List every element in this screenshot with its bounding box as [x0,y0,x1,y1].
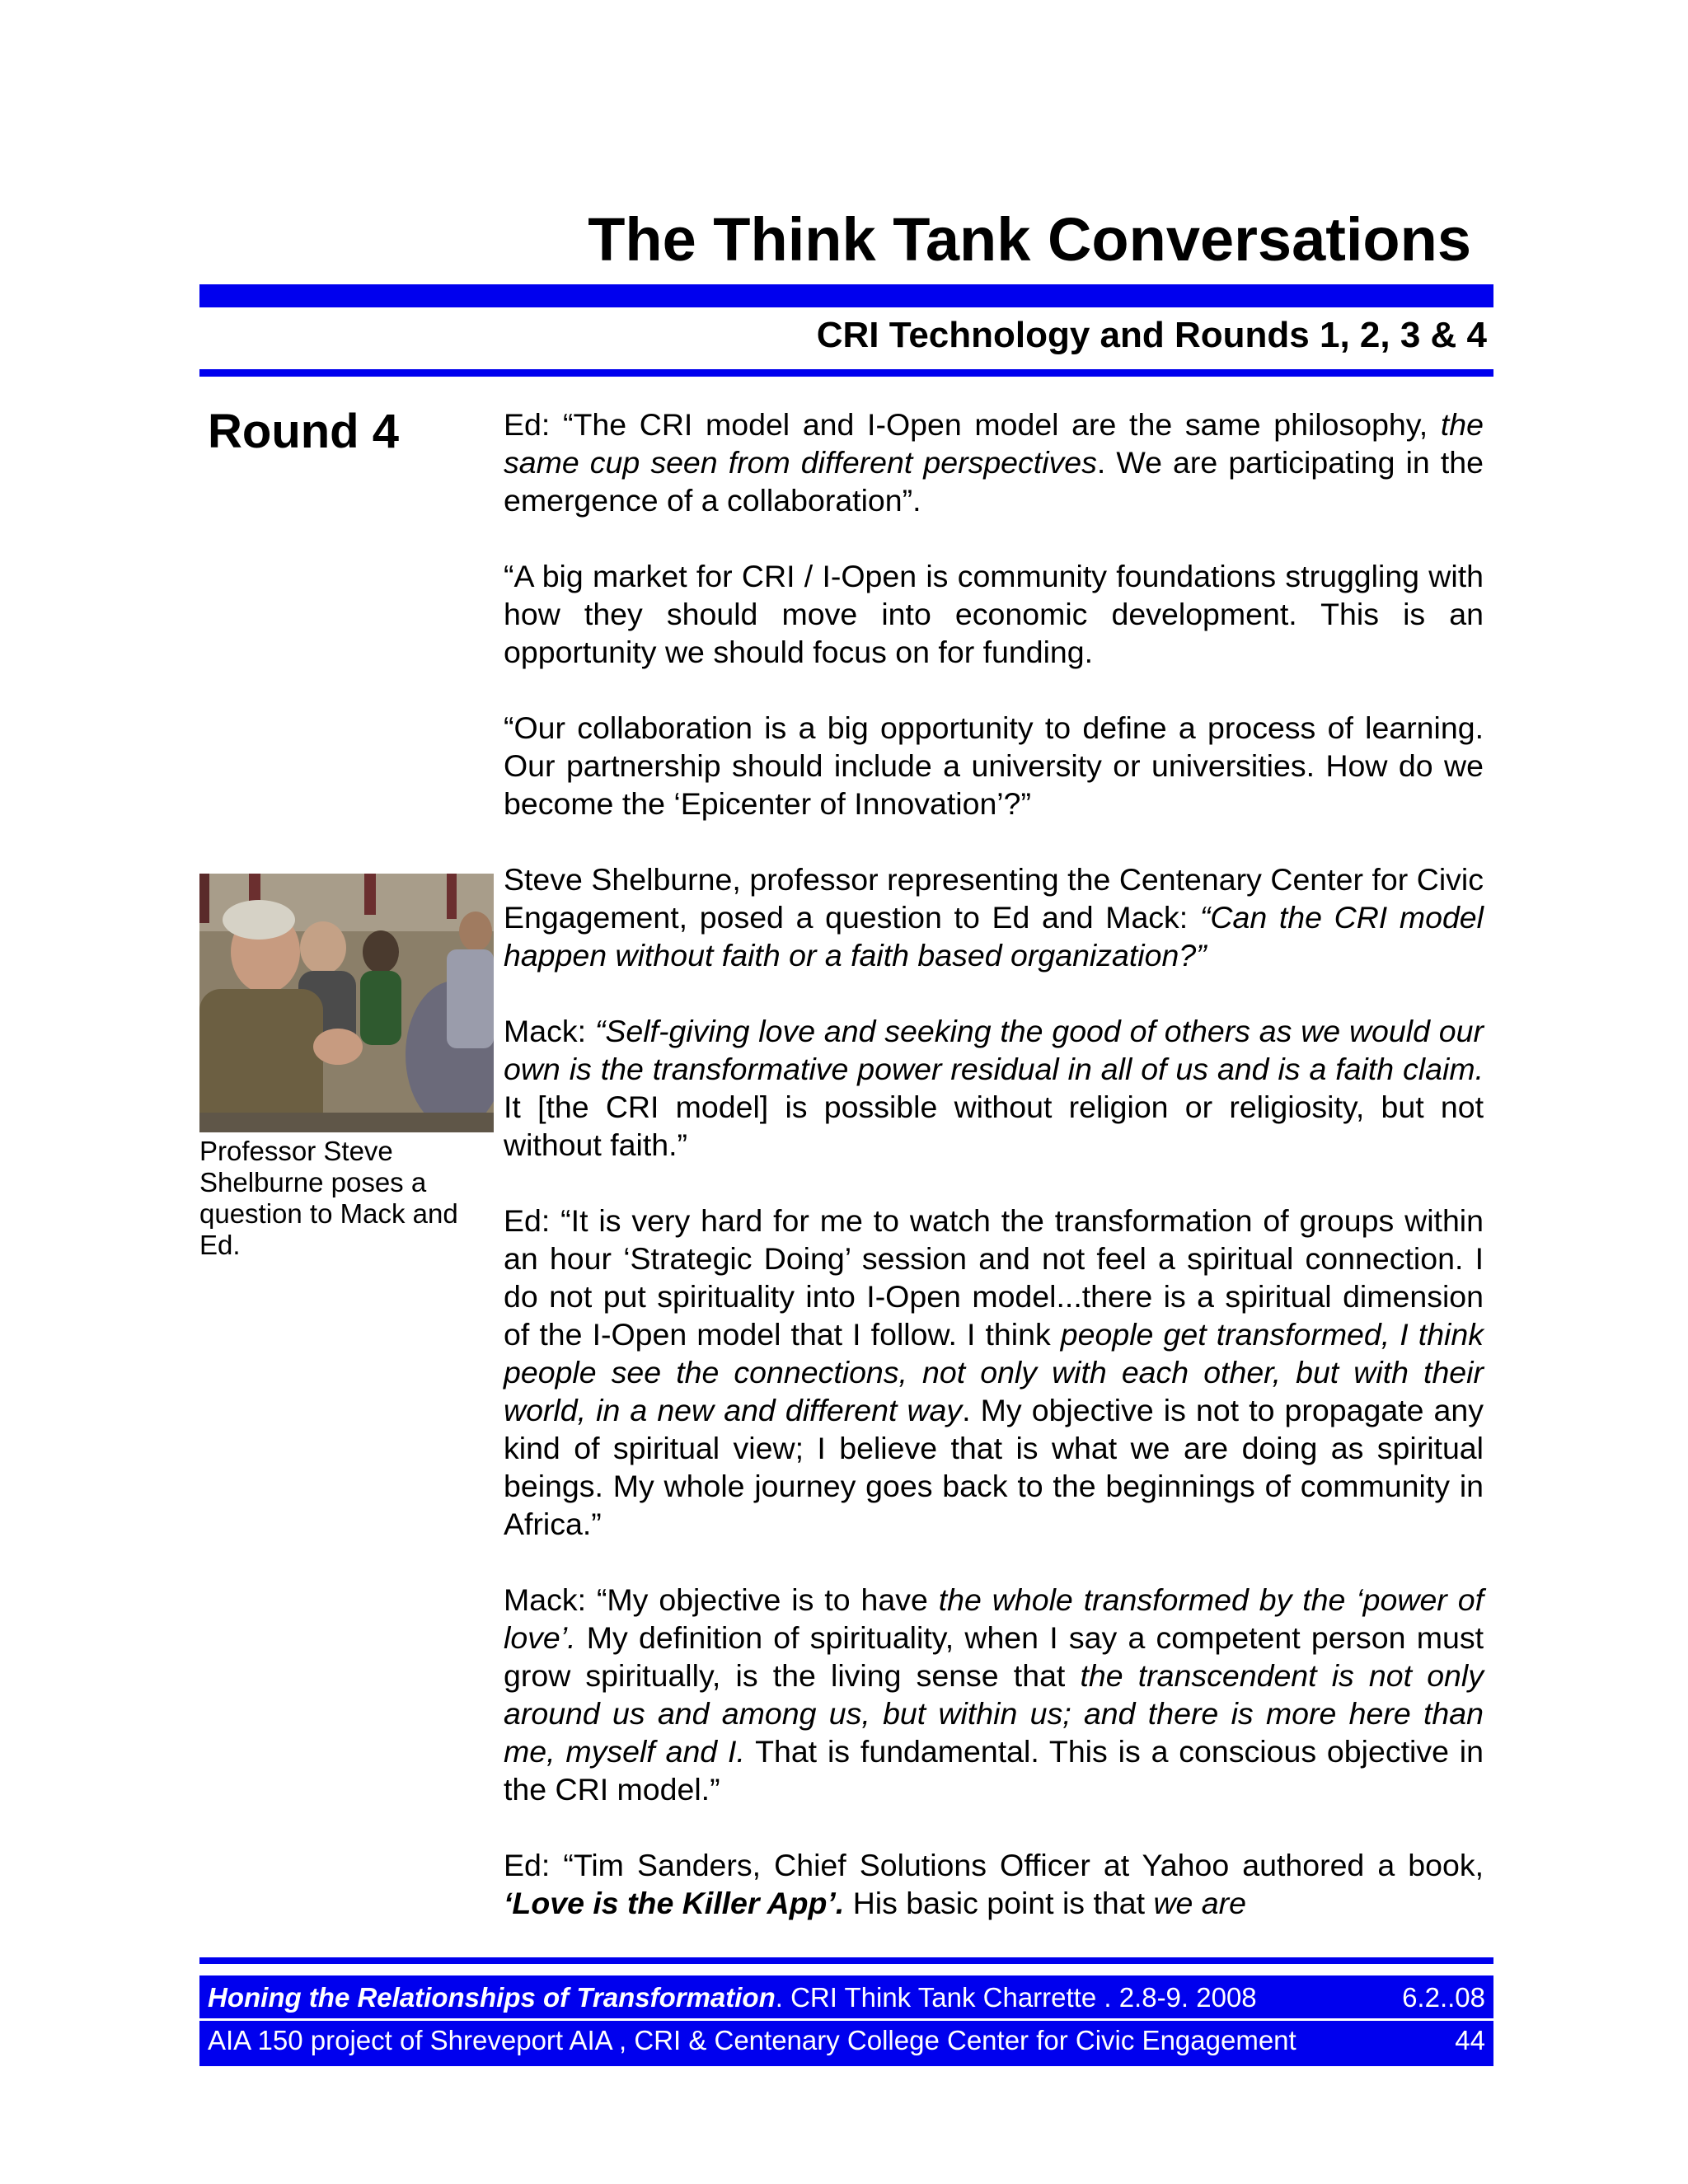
footer-line-1 [208,1979,1485,2017]
footer [199,1975,1493,2066]
text-run: people get transformed, I think people see the connections, not only with each other, but with their world, in a new and different way [504,1317,1484,1427]
text-run: . We are participating in the emergence of a collaboration”. [504,445,1484,518]
text-run: ‘Love is the Killer App’. [504,1886,845,1920]
footer-event: . CRI Think Tank Charrette . 2.8-9. 2008 [775,1982,1257,2013]
text-run: My definition of spirituality, when I say a competent person must grow spiritually, is the living sense that [504,1620,1484,1693]
text-run: . My objective is not to propagate any kind of spiritual view; I believe that is what we are doing as spiritual beings. My whole journey goes back to the beginnings of community in Africa.” [504,1393,1484,1541]
paragraph [504,1012,1484,1164]
photo-caption: Professor Steve Shelburne poses a question to Mack and Ed. [199,1136,458,1260]
text-run: the same cup seen from different perspectives [504,407,1484,480]
text-run: Ed: “Tim Sanders, Chief Solutions Officer at Yahoo authored a book, [504,1848,1484,1882]
footer-divider [199,2018,1493,2021]
paragraph [504,1846,1484,1922]
subtitle-rule [199,369,1493,377]
text-run: It [the CRI model] is possible without religion or religiosity, but not without faith.” [504,1090,1484,1162]
text-run: His basic point is that [844,1886,1154,1920]
page-subtitle: CRI Technology and Rounds 1, 2, 3 & 4 [816,315,1487,355]
footer-line-2 [208,2022,1485,2060]
text-run: the whole transformed by the ‘power of love’. [504,1582,1484,1655]
text-run: “Can the CRI model happen without faith or a faith based organization?” [504,900,1484,972]
paragraph [504,1202,1484,1543]
text-run: Steve Shelburne, professor representing the Centenary Center for Civic Engagement, posed a question to Ed and Mack: [504,862,1484,935]
header-rule [199,284,1493,307]
text-run: Mack: [504,1014,595,1048]
text-run: “Our collaboration is a big opportunity to define a process of learning. Our partnership should include a university or universities. How do we become the ‘Epicenter of Innovation’?” [504,710,1484,821]
paragraph [504,709,1484,823]
text-run: Ed: “The CRI model and I-Open model are the same philosophy, [504,407,1441,442]
article-body [504,405,1484,1960]
paragraph [504,860,1484,974]
text-run: Ed: “It is very hard for me to watch the transformation of groups within an hour ‘Strategic Doing’ session and not feel a spiritual connection. I do not put spirituality into I-Open model...there is a spiritual dimension of the I-Open model that I follow. I think [504,1203,1484,1352]
text-run: the transcendent is not only around us and among us, but within us; and there is more here than me, myself and I. [504,1658,1484,1769]
text-run: “Self-giving love and seeking the good of others as we would our own is the transformative power residual in all of us and is a faith claim. [504,1014,1484,1086]
page-title: The Think Tank Conversations [588,205,1471,274]
paragraph [504,1581,1484,1808]
footer-date: 6.2..08 [1402,1982,1485,2013]
paragraph [504,557,1484,671]
meeting-photo-image [199,874,494,1132]
paragraph [504,405,1484,519]
section-label: Round 4 [208,405,399,458]
footer-document-title: Honing the Relationships of Transformation [208,1982,776,2013]
text-run: Mack: “My objective is to have [504,1582,939,1617]
page-number: 44 [1455,2025,1485,2055]
text-run: That is fundamental. This is a conscious objective in the CRI model.” [504,1734,1484,1807]
footer-project: AIA 150 project of Shreveport AIA , CRI & Centenary College Center for Civic Engagement [208,2025,1296,2055]
text-run: we are [1153,1886,1247,1920]
meeting-photo [199,874,494,1132]
text-run: “A big market for CRI / I-Open is community foundations struggling with how they should move into economic development. This is an opportunity we should focus on for funding. [504,559,1484,669]
footer-rule [199,1957,1493,1964]
